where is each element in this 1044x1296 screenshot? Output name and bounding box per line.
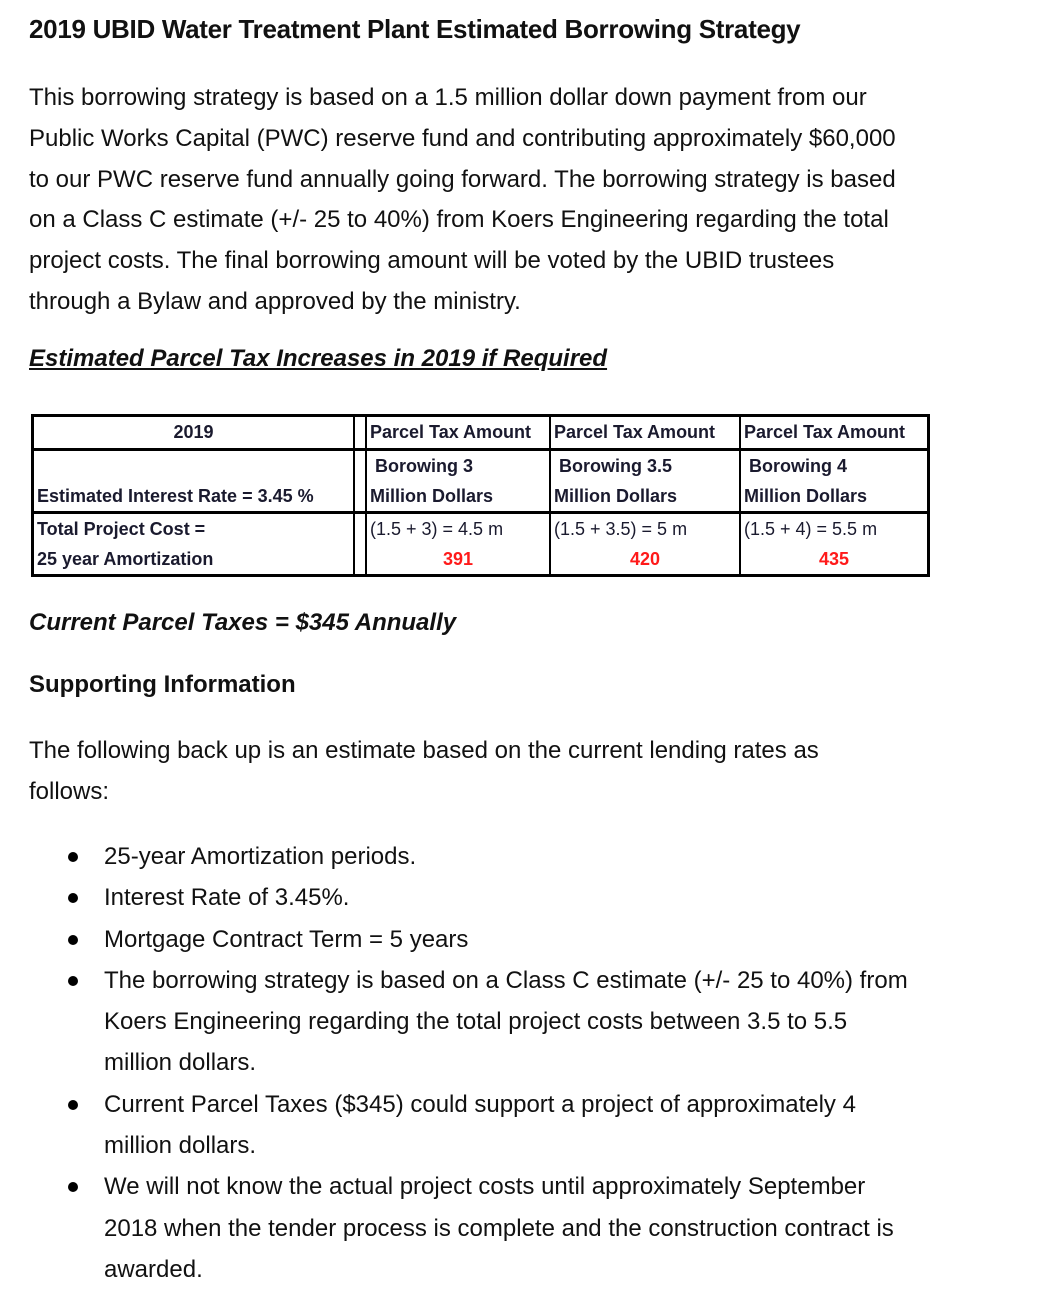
current-parcel-taxes: Current Parcel Taxes = $345 Annually <box>29 609 457 636</box>
total-cost-label: Total Project Cost = <box>33 513 355 545</box>
borrowing-label: Borowing 3 <box>375 455 474 476</box>
intro-line: on a Class C estimate (+/- 25 to 40%) from Koers Engineering regarding the total <box>29 206 889 234</box>
unit-label: Million Dollars <box>550 481 740 513</box>
bullet-icon <box>68 852 78 862</box>
bullet-text: Current Parcel Taxes ($345) could support a project of approximately 4 <box>104 1090 856 1118</box>
spacer-cell <box>354 481 366 513</box>
interest-rate-label: Estimated Interest Rate = 3.45 % <box>33 481 355 513</box>
bullet-text: The borrowing strategy is based on a Class C estimate (+/- 25 to 40%) from <box>104 966 908 994</box>
bullet-icon <box>68 893 78 903</box>
table-row <box>33 513 929 545</box>
parcel-tax-value: 391 <box>366 544 550 576</box>
parcel-tax-value: 420 <box>550 544 740 576</box>
unit-label: Million Dollars <box>740 481 929 513</box>
list-item <box>29 877 1014 918</box>
list-item <box>29 960 1014 1084</box>
borrowing-label: Borowing 3.5 <box>559 455 673 476</box>
column-header: Parcel Tax Amount <box>740 416 929 450</box>
list-item <box>29 1084 1014 1167</box>
bullet-text: Koers Engineering regarding the total project costs between 3.5 to 5.5 <box>104 1008 848 1036</box>
parcel-tax-table <box>31 414 930 577</box>
amortization-label: 25 year Amortization <box>33 544 355 576</box>
bullet-text: million dollars. <box>104 1132 257 1160</box>
intro-paragraph <box>29 78 1014 323</box>
bullet-icon <box>68 1182 78 1192</box>
column-header: Parcel Tax Amount <box>366 416 550 450</box>
bullet-text: 2018 when the tender process is complete and the construction contract is <box>104 1214 894 1242</box>
spacer-cell <box>354 450 366 482</box>
intro-line: This borrowing strategy is based on a 1.5 million dollar down payment from our <box>29 84 867 111</box>
table-row <box>33 450 929 482</box>
column-header: Parcel Tax Amount <box>550 416 740 450</box>
total-cost-value: (1.5 + 4) = 5.5 m <box>740 513 929 545</box>
bullet-text: awarded. <box>104 1255 203 1283</box>
total-cost-value: (1.5 + 3.5) = 5 m <box>550 513 740 545</box>
bullet-text: Mortgage Contract Term = 5 years <box>104 925 469 953</box>
document-title: 2019 UBID Water Treatment Plant Estimated Borrowing Strategy <box>29 14 801 44</box>
parcel-tax-value: 435 <box>740 544 929 576</box>
bullet-text: We will not know the actual project costs until approximately September <box>104 1173 866 1201</box>
supporting-info-heading: Supporting Information <box>29 671 296 698</box>
bullet-text: 25-year Amortization periods. <box>104 843 417 870</box>
unit-label: Million Dollars <box>366 481 550 513</box>
list-item <box>29 836 1014 877</box>
bullet-icon <box>68 976 78 986</box>
list-item <box>29 1166 1014 1290</box>
backup-line: The following back up is an estimate based on the current lending rates as <box>29 737 819 764</box>
bullet-text: Interest Rate of 3.45%. <box>104 884 350 912</box>
parcel-tax-heading: Estimated Parcel Tax Increases in 2019 if Required <box>29 345 608 372</box>
empty-cell <box>33 450 355 482</box>
spacer-cell <box>354 544 366 576</box>
borrowing-amount <box>740 450 929 482</box>
backup-paragraph <box>29 731 1014 813</box>
intro-line: project costs. The final borrowing amount will be voted by the UBID trustees <box>29 247 835 275</box>
borrowing-label: Borowing 4 <box>749 455 848 476</box>
borrowing-amount <box>550 450 740 482</box>
table-header-row <box>33 416 929 450</box>
table-row <box>33 481 929 513</box>
supporting-bullet-list <box>29 836 1014 1290</box>
table-row <box>33 544 929 576</box>
spacer-cell <box>354 513 366 545</box>
parcel-tax-table-wrapper <box>31 414 930 577</box>
bullet-text: million dollars. <box>104 1049 257 1077</box>
bullet-icon <box>68 1100 78 1110</box>
borrowing-amount <box>366 450 550 482</box>
list-item <box>29 919 1014 960</box>
spacer-cell <box>354 416 366 450</box>
intro-line: to our PWC reserve fund annually going forward. The borrowing strategy is based <box>29 165 896 193</box>
year-header: 2019 <box>33 416 355 450</box>
backup-line: follows: <box>29 777 110 805</box>
total-cost-value: (1.5 + 3) = 4.5 m <box>366 513 550 545</box>
bullet-icon <box>68 935 78 945</box>
intro-line: through a Bylaw and approved by the ministry. <box>29 287 521 315</box>
intro-line: Public Works Capital (PWC) reserve fund and contributing approximately $60,000 <box>29 124 896 152</box>
